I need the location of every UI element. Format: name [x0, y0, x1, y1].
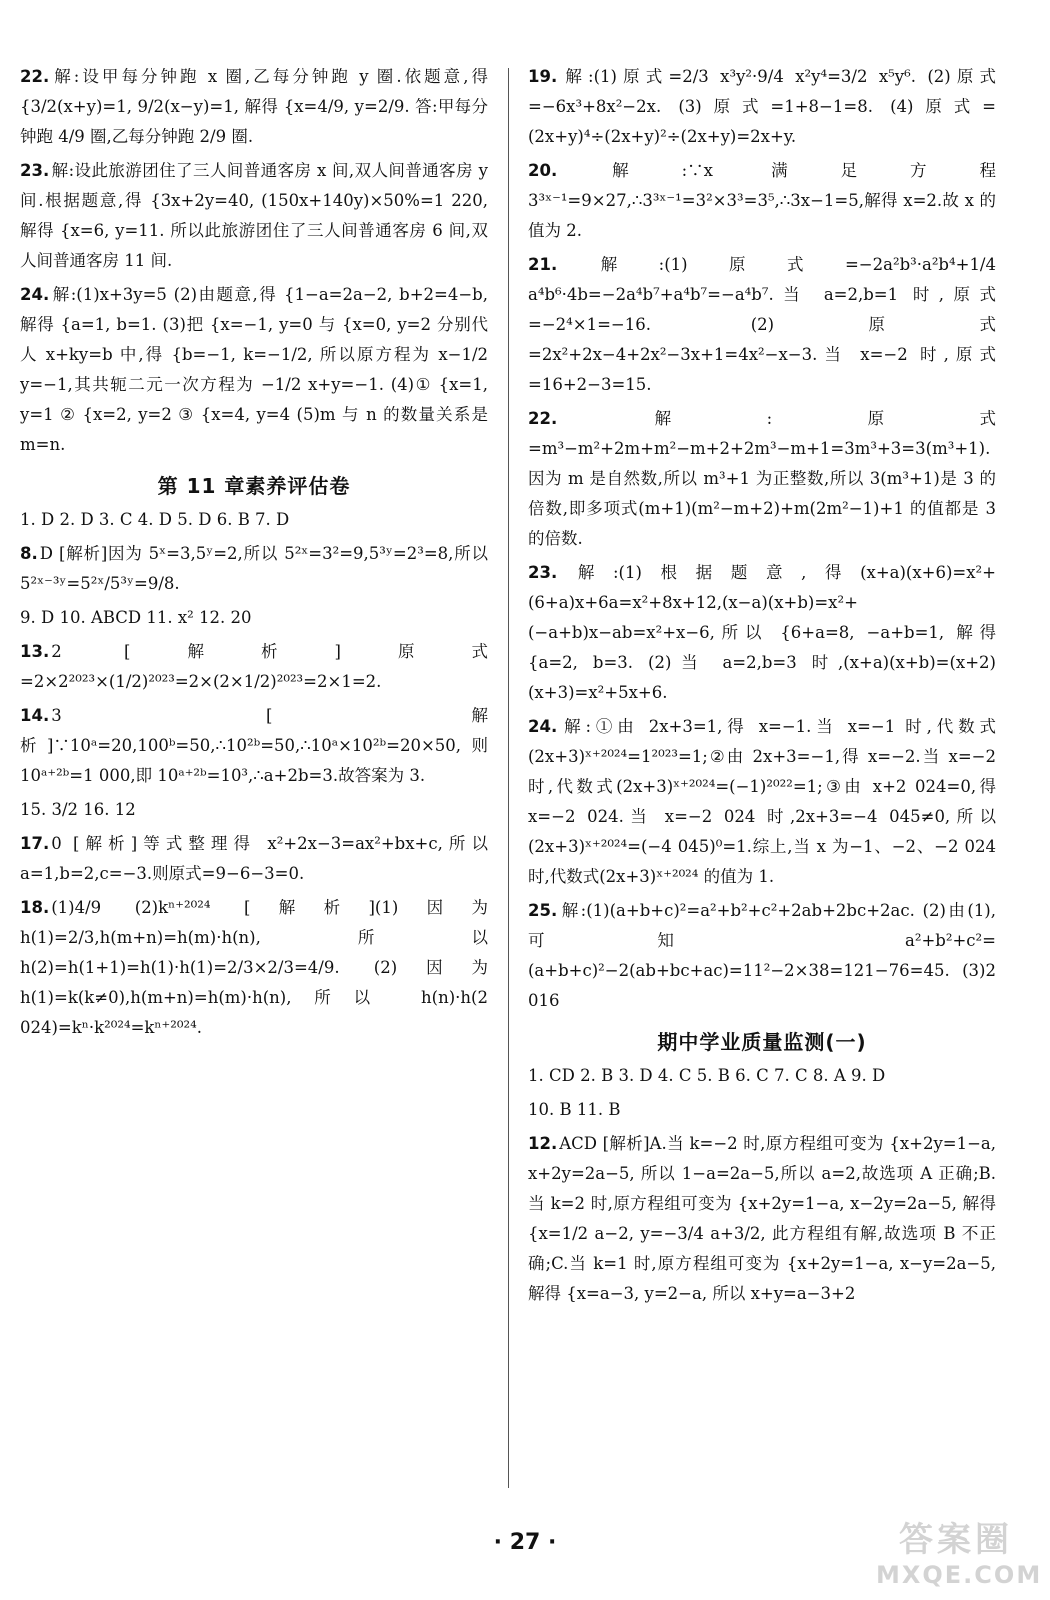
answer-text: 解:设甲每分钟跑 x 圈,乙每分钟跑 y 圈.依题意,得 {3/2(x+y)=1, 9/2(x−y)=1, 解得 {x=4/9, y=2/9. 答:甲每分钟跑 4/9 圈,乙每分钟跑 2/9 圈.: [20, 67, 488, 146]
watermark-bottom-text: MXQE.COM: [876, 1561, 1043, 1589]
section-heading: 第 11 章素养评估卷: [157, 474, 351, 498]
answer-text: 解:(1)x+3y=5 (2)由题意,得 {1−a=2a−2, b+2=4−b, 解得 {a=1, b=1. (3)把 {x=−1, y=0 与 {x=0, y=2 分别代人 x+ky=b 中,得 {b=−1, k=−1/2, 所以原方程为 x−1/2 y=−1,其共轭二元一次方程为 −1/2 x+y=−1. (4)① {x=1, y=1 ② {x=2, y=2 ③ {x=4, y=4 (5)m 与 n 的数量关系是 m=n.: [20, 285, 488, 454]
answer-number: 13.: [20, 642, 50, 661]
answer-text: 9. D 10. ABCD 11. x² 12. 20: [20, 608, 252, 627]
answer-number: 23.: [20, 161, 50, 180]
answer-item: [20, 62, 488, 152]
answer-text: D [解析]因为 5ˣ=3,5ʸ=2,所以 5²ˣ=3²=9,5³ʸ=2³=8,所以 5²ˣ⁻³ʸ=5²ˣ/5³ʸ=9/8.: [20, 544, 488, 593]
answer-text: (1)4/9 (2)kⁿ⁺²⁰²⁴ [解析](1)因为 h(1)=2/3,h(m+n)=h(m)·h(n),所以 h(2)=h(1+1)=h(1)·h(1)=2/3×2/3=4/9. (2)因为 h(1)=k(k≠0),h(m+n)=h(m)·h(n),所以 h(n)·h(2 024)=kⁿ·k²⁰²⁴=kⁿ⁺²⁰²⁴.: [20, 898, 488, 1037]
answer-text: 10. B 11. B: [528, 1100, 621, 1119]
answer-item: [528, 156, 996, 246]
answer-item: [20, 893, 488, 1043]
watermark-logo: [876, 1512, 1043, 1592]
answer-item: [20, 637, 488, 697]
answer-text: 解:原式=m³−m²+2m+m²−m+2+2m³−m+1=3m³+3=3(m³+1).因为 m 是自然数,所以 m³+1 为正整数,所以 3(m³+1)是 3 的倍数,即多项式(m+1)(m²−m+2)+m(2m²−1)+1 的值都是 3 的倍数.: [528, 409, 996, 548]
answer-text: 解:设此旅游团住了三人间普通客房 x 间,双人间普通客房 y 间.根据题意,得 {3x+2y=40, (150x+140y)×50%=1 220, 解得 {x=6, y=11. 所以此旅游团住了三人间普通客房 6 间,双人间普通客房 11 间.: [20, 161, 488, 270]
answer-number: 21.: [528, 255, 558, 274]
answer-item: [528, 62, 996, 152]
answer-item: [528, 250, 996, 400]
column-divider: [508, 68, 509, 1488]
answer-number: 25.: [528, 901, 558, 920]
answer-number: 23.: [528, 563, 558, 582]
answer-text: 解:∵x 满足方程 3³ˣ⁻¹=9×27,∴3³ˣ⁻¹=3²×3³=3⁵,∴3x−1=5,解得 x=2.故 x 的值为 2.: [528, 161, 996, 240]
answer-item: [20, 829, 488, 889]
answer-number: 17.: [20, 834, 50, 853]
answer-item: [20, 280, 488, 460]
answer-text: 2 [解析]原式=2×2²⁰²³×(1/2)²⁰²³=2×(2×1/2)²⁰²³=2×1=2.: [20, 642, 488, 691]
answer-text: 15. 3/2 16. 12: [20, 800, 136, 819]
answer-number: 18.: [20, 898, 50, 917]
left-column: [20, 62, 488, 1047]
answer-text: 1. D 2. D 3. C 4. D 5. D 6. B 7. D: [20, 510, 290, 529]
watermark-top-text: 答案圈: [899, 1520, 1013, 1560]
answer-item: [528, 1061, 996, 1091]
answer-number: 8.: [20, 544, 38, 563]
answer-number: 14.: [20, 706, 50, 725]
answer-text: 1. CD 2. B 3. D 4. C 5. B 6. C 7. C 8. A 9. D: [528, 1066, 886, 1085]
answer-item: [20, 701, 488, 791]
answer-item: [528, 558, 996, 708]
answer-item: [20, 539, 488, 599]
answer-number: 22.: [528, 409, 558, 428]
answer-text: 解:(1)原式=2/3 x³y²·9/4 x²y⁴=3/2 x⁵y⁶. (2)原式=−6x³+8x²−2x. (3)原式=1+8−1=8. (4)原式=(2x+y)⁴÷(2x+y)²÷(2x+y)=2x+y.: [528, 67, 996, 146]
answer-number: 12.: [528, 1134, 558, 1153]
answer-item: [528, 404, 996, 554]
answer-text: ACD [解析]A.当 k=−2 时,原方程组可变为 {x+2y=1−a, x+2y=2a−5, 所以 1−a=2a−5,所以 a=2,故选项 A 正确;B.当 k=2 时,原方程组可变为 {x+2y=1−a, x−2y=2a−5, 解得 {x=1/2 a−2, y=−3/4 a+3/2, 此方程组有解,故选项 B 不正确;C.当 k=1 时,原方程组可变为 {x+2y=1−a, x−y=2a−5, 解得 {x=a−3, y=2−a, 所以 x+y=a−3+2: [528, 1134, 996, 1303]
answer-item: [20, 795, 488, 825]
right-column: [528, 62, 996, 1313]
answer-item: [20, 603, 488, 633]
answer-item: [528, 1095, 996, 1125]
page-number: · 27 ·: [493, 1530, 557, 1555]
answer-text: 0 [解析]等式整理得 x²+2x−3=ax²+bx+c,所以 a=1,b=2,c=−3.则原式=9−6−3=0.: [20, 834, 488, 883]
answer-item: [528, 712, 996, 892]
answer-text: 解:(1)(a+b+c)²=a²+b²+c²+2ab+2bc+2ac. (2)由(1),可知 a²+b²+c²=(a+b+c)²−2(ab+bc+ac)=11²−2×38=121−76=45. (3)2 016: [528, 901, 996, 1010]
answer-number: 19.: [528, 67, 558, 86]
answer-item: [528, 1129, 996, 1309]
answer-item: [20, 505, 488, 535]
section-heading: 期中学业质量监测(一): [657, 1030, 867, 1054]
answer-text: 解:(1)根据题意,得(x+a)(x+6)=x²+(6+a)x+6a=x²+8x+12,(x−a)(x+b)=x²+(−a+b)x−ab=x²+x−6,所以 {6+a=8, −a+b=1, 解得 {a=2, b=3. (2)当 a=2,b=3 时,(x+a)(x+b)=(x+2)(x+3)=x²+5x+6.: [528, 563, 996, 702]
answer-number: 20.: [528, 161, 558, 180]
answer-text: 解:①由 2x+3=1,得 x=−1.当 x=−1 时,代数式(2x+3)ˣ⁺²⁰²⁴=1²⁰²³=1;②由 2x+3=−1,得 x=−2.当 x=−2 时,代数式(2x+3)ˣ⁺²⁰²⁴=(−1)²⁰²²=1;③由 x+2 024=0,得 x=−2 024.当 x=−2 024 时,2x+3=−4 045≠0,所以(2x+3)ˣ⁺²⁰²⁴=(−4 045)⁰=1.综上,当 x 为−1、−2、−2 024 时,代数式(2x+3)ˣ⁺²⁰²⁴ 的值为 1.: [528, 717, 996, 886]
answer-item: [528, 896, 996, 1016]
answer-number: 22.: [20, 67, 50, 86]
answer-number: 24.: [20, 285, 50, 304]
answer-item: [20, 156, 488, 276]
answer-text: 3 [解析]∵10ᵃ=20,100ᵇ=50,∴10²ᵇ=50,∴10ᵃ×10²ᵇ=20×50,则 10ᵃ⁺²ᵇ=1 000,即 10ᵃ⁺²ᵇ=10³,∴a+2b=3.故答案为 3.: [20, 706, 488, 785]
answer-number: 24.: [528, 717, 558, 736]
answer-text: 解:(1)原式=−2a²b³·a²b⁴+1/4 a⁴b⁶·4b=−2a⁴b⁷+a⁴b⁷=−a⁴b⁷.当 a=2,b=1 时,原式=−2⁴×1=−16. (2)原式=2x²+2x−4+2x²−3x+1=4x²−x−3.当 x=−2 时,原式=16+2−3=15.: [528, 255, 996, 394]
